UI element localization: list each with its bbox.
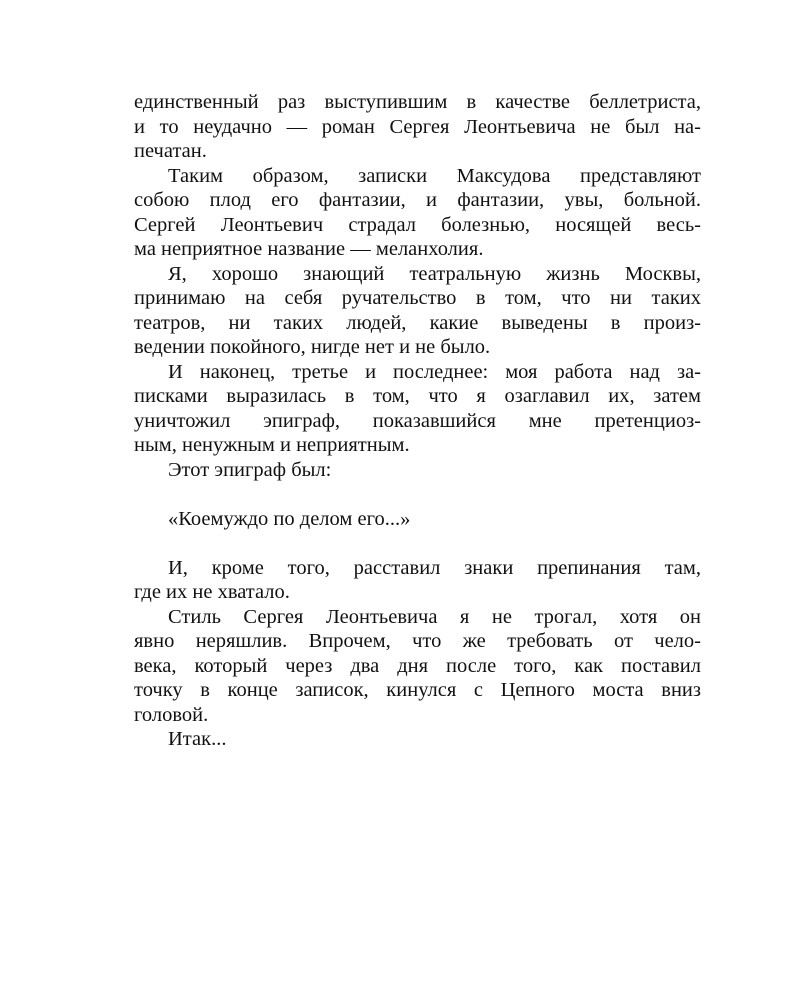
text-line: точку в конце записок, кинулся с Цепного моста вниз <box>134 679 701 701</box>
text-line: века, который через два дня после того, как поставил <box>134 654 701 677</box>
paragraph <box>134 164 701 262</box>
text-line: Я, хорошо знающий театральную жизнь Москвы, <box>168 262 701 285</box>
blank-line <box>134 531 701 556</box>
paragraph <box>134 556 701 605</box>
text-line: театров, ни таких людей, какие выведены в произ- <box>134 311 701 334</box>
paragraph <box>134 90 701 164</box>
text-line: Итак... <box>168 728 227 750</box>
paragraph <box>134 727 701 752</box>
epigraph <box>134 507 701 532</box>
paragraph <box>134 360 701 458</box>
text-line: Таким образом, записки Максудова представляют <box>168 164 701 187</box>
text-line: где их не хватало. <box>134 581 290 603</box>
paragraph <box>134 605 701 728</box>
text-line: единственный раз выступившим в качестве беллетриста, <box>134 91 701 113</box>
text-line: Этот эпиграф был: <box>168 458 332 481</box>
epigraph-line: «Коемуждо по делом его...» <box>168 507 411 530</box>
text-line: писками выразилась в том, что я озаглавил их, затем <box>134 385 701 407</box>
text-line: явно неряшлив. Впрочем, что же требовать от чело- <box>134 630 701 652</box>
text-line: ведении покойного, нигде нет и не было. <box>134 336 491 358</box>
text-line: собою плод его фантазии, и фантазии, увы, больной. <box>134 189 701 211</box>
paragraph <box>134 262 701 360</box>
text-line: ным, ненужным и неприятным. <box>134 434 410 456</box>
paragraph <box>134 458 701 483</box>
text-line: Стиль Сергея Леонтьевича я не трогал, хотя он <box>168 605 701 628</box>
text-line: печатан. <box>134 140 207 162</box>
text-line: И, кроме того, расставил знаки препинания там, <box>168 556 701 579</box>
blank-line <box>134 482 701 507</box>
text-line: уничтожил эпиграф, показавшийся мне претенциоз- <box>134 409 701 432</box>
text-line: И наконец, третье и последнее: моя работа над за- <box>168 360 701 383</box>
text-line: ма неприятное название — меланхолия. <box>134 238 484 260</box>
book-page-text <box>134 90 701 752</box>
text-line: головой. <box>134 703 209 726</box>
text-line: и то неудачно — роман Сергея Леонтьевича не был на- <box>134 115 701 138</box>
text-line: Сергей Леонтьевич страдал болезнью, носящей весь- <box>134 213 701 236</box>
text-line: принимаю на себя ручательство в том, что ни таких <box>134 287 701 309</box>
